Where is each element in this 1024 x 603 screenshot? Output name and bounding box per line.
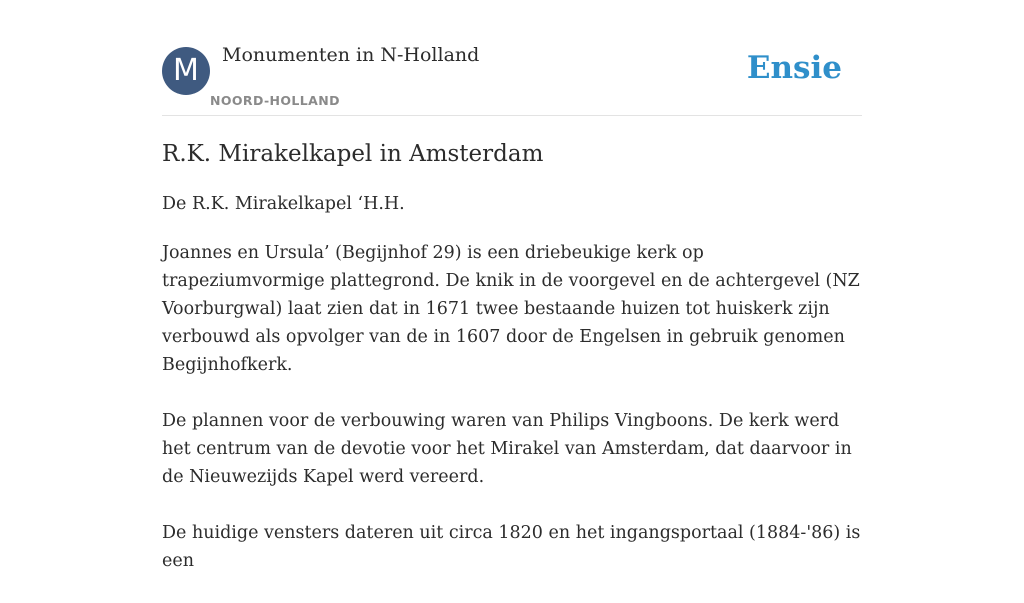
- article-body: [162, 239, 862, 603]
- content-column: [162, 0, 862, 571]
- collection-title[interactable]: Monumenten in N-Holland: [222, 44, 480, 66]
- article-paragraph: De huidige vensters dateren uit circa 1820 en het ingangsportaal (1884-'86) is een: [162, 523, 861, 571]
- article-paragraph: Joannes en Ursula’ (Begijnhof 29) is een driebeukige kerk op trapeziumvormige plattegrond. De knik in de voorgevel en de achtergevel (NZ Voorburgwal) laat zien dat in 1671 twee bestaande huizen tot huiskerk zijn verbouwd als opvolger van de in 1607 door de Engelsen in gebruik genomen Begijnhofkerk.: [162, 243, 860, 375]
- collection-header: [162, 0, 862, 116]
- article-title: R.K. Mirakelkapel in Amsterdam: [162, 141, 544, 167]
- collection-avatar[interactable]: M: [162, 47, 210, 95]
- article-lead: De R.K. Mirakelkapel ‘H.H.: [162, 194, 405, 214]
- ensie-logo[interactable]: Ensie: [746, 50, 842, 86]
- category-label[interactable]: NOORD-HOLLAND: [210, 93, 340, 108]
- article-paragraph: De plannen voor de verbouwing waren van Philips Vingboons. De kerk werd het centrum van de devotie voor het Mirakel van Amsterdam, dat daarvoor in de Nieuwezijds Kapel werd vereerd.: [162, 411, 852, 487]
